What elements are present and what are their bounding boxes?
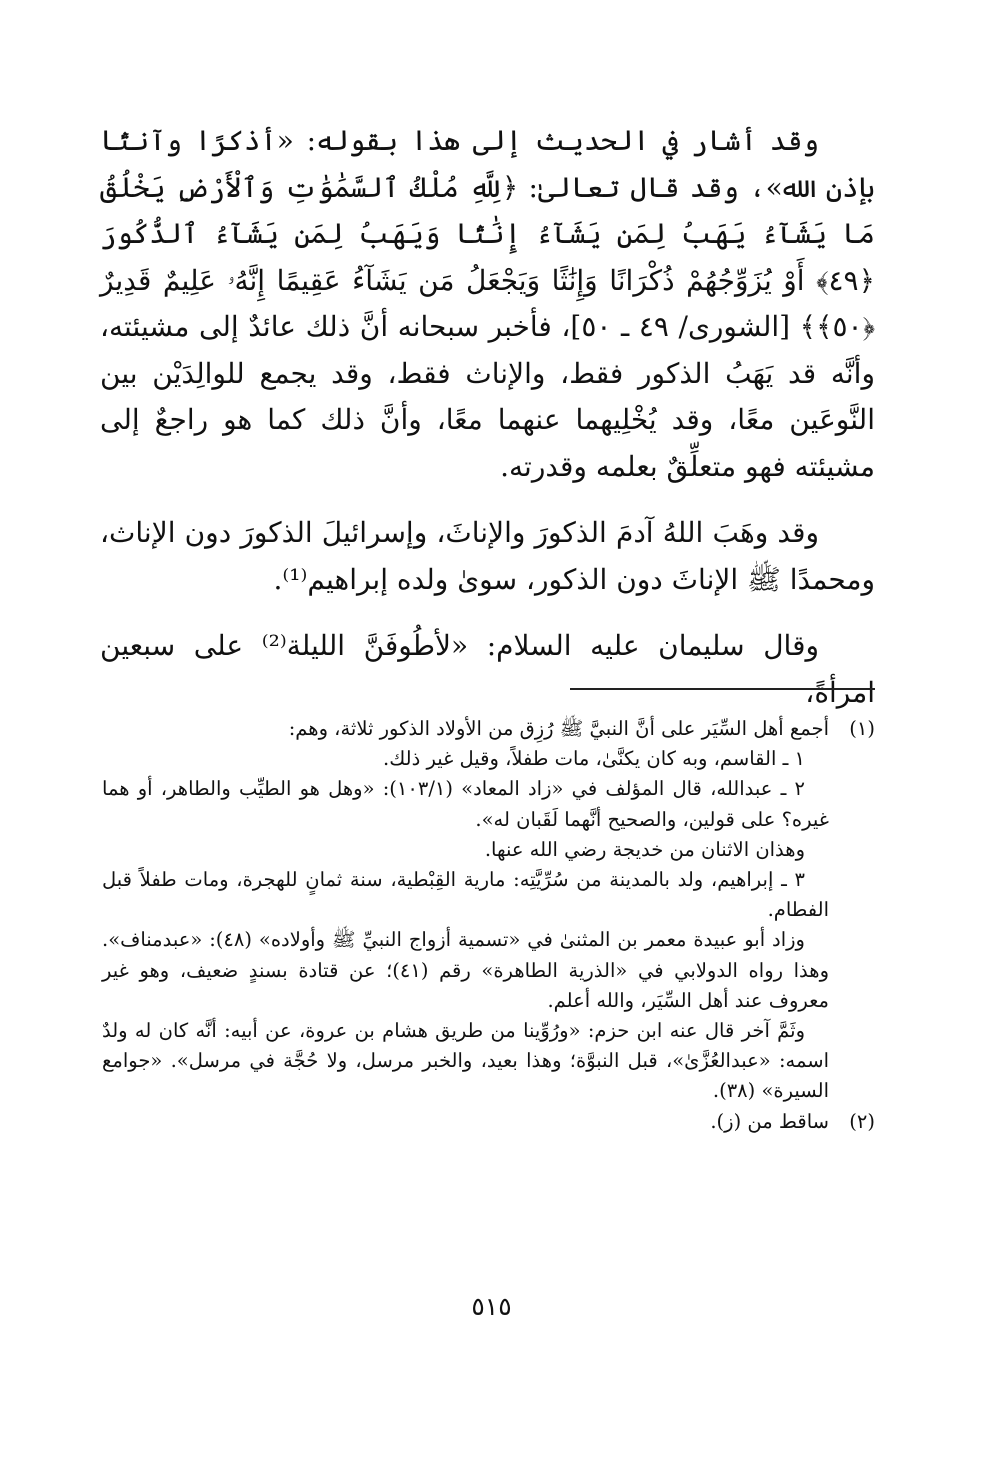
paragraph-sulayman: وقال سليمان عليه السلام: «لأطُوفَنَّ الليلة⁽²⁾ على سبعين امرأةً، [100,629,875,709]
footnotes [102,714,875,1137]
footnote-line: ساقط من (ز). [710,1109,829,1133]
footnote-body [102,714,829,1107]
footnote-line: وثَمَّ آخر قال عنه ابن حزم: «ورُوِّينا من طريق هشام بن عروة، عن أبيه: أنَّه كان له ولدٌ اسمه: «عبدالعُزَّىٰ»، قبل النبوَّة؛ وهذا بعيد، والخبر مرسل، ولا حُجَّة في مرسل». «جوامع السيرة» (٣٨). [102,1019,829,1103]
footnote-1 [102,714,875,1107]
footnote-body [102,1107,829,1137]
footnote-2 [102,1107,875,1137]
footnote-separator [570,688,875,690]
footnote-line: وزاد أبو عبيدة معمر بن المثنىٰ في «تسمية أزواج النبيِّ ﷺ وأولاده» (٤٨): «عبدمناف». وهذا رواه الدولابي في «الذرية الطاهرة» رقم (٤١)؛ عن قتادة بسندٍ ضعيف، وهو غير معروف عند أهل السِّيَر، والله أعلم. [102,928,829,1012]
paragraph-children: وقد وهَبَ اللهُ آدمَ الذكورَ والإناثَ، وإسرائيلَ الذكورَ دون الإناث، ومحمدًا ﷺ الإناثَ دون الذكور، سوىٰ ولده إبراهيم⁽¹⁾. [100,516,875,596]
footnote-line: ٣ ـ إبراهيم، ولد بالمدينة من سُرِّيَّتِه: مارية القِبْطية، سنة ثمانٍ للهجرة، ومات طفلاً قبل الفطام. [102,868,829,922]
paragraph-quran-verse: وقد أشار في الحديث إلى هذا بقوله: «أذكرًا وآنثًا بإذن الله»، وقد قال تعالىٰ: ﴿لِلَّهِ مُلْكُ ٱلسَّمَٰوَٰتِ وَٱلْأَرْضِ يَخْلُقُ مَا يَشَآءُ يَهَبُ لِمَن يَشَآءُ إِنَٰثًا وَيَهَبُ لِمَن يَشَآءُ ٱلذُّكُورَ ﴿٤٩﴾ أَوْ يُزَوِّجُهُمْ ذُكْرَانًا وَإِنَٰثًا وَيَجْعَلُ مَن يَشَآءُ عَقِيمًا إِنَّهُۥ عَلِيمٌ قَدِيرٌ ﴿٥٠﴾﴾ [الشورى/ ٤٩ ـ ٥٠]، فأخبر سبحانه أنَّ ذلك عائدٌ إلى مشيئته، وأنَّه قد يَهَبُ الذكور فقط، والإناث فقط، وقد يجمع للوالِدَيْن بين النَّوعَين معًا، وقد يُخْلِيهما عنهما معًا، وأنَّ ذلك كما هو راجعٌ إلى مشيئته فهو متعلِّقٌ بعلمه وقدرته. [100,124,875,483]
footnote-line: ١ ـ القاسم، وبه كان يكنَّىٰ، مات طفلاً، وقيل غير ذلك. [383,747,805,771]
footnote-line: وهذان الاثنان من خديجة رضي الله عنها. [484,837,805,861]
main-text [100,118,875,716]
footnote-line: أجمع أهل السِّيَر على أنَّ النبيَّ ﷺ رُزِق من الأولاد الذكور ثلاثة، وهم: [288,717,829,740]
footnote-line: ٢ ـ عبدالله، قال المؤلف في «زاد المعاد» (١٠٣/١): «وهل هو الطيِّب والطاهر، أو هما غيره؟ على قولين، والصحيح أنَّهما لَقَبان له». [102,777,829,831]
footnote-number: (٢) [849,1109,875,1133]
footnote-number: (١) [849,717,875,740]
page-number: ٥١٥ [471,1292,512,1321]
